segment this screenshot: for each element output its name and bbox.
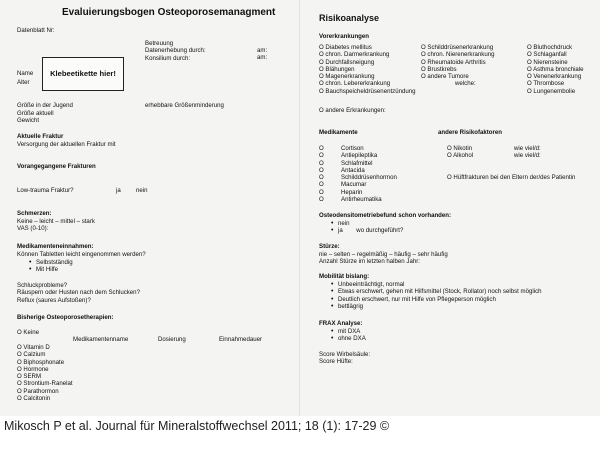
osteodens-options [326,220,403,235]
osteodens-ja: • ja wo durchgeführt? [338,227,403,234]
vorerkrankungen-col-2 [421,44,495,88]
alkohol-label: O Alkohol [447,152,474,159]
med-marker: O [319,159,324,167]
schmerzen-scale: Keine – leicht – mittel – stark [17,218,95,225]
therapie-item: O Hormone [17,365,49,373]
therapie-keine: O Keine [17,329,40,336]
mobilitaet-option: • Deutlich erschwert, nur mit Hilfe von Pflegeperson möglich [338,296,542,303]
med-marker: O [319,166,324,174]
therapie-item: O Parathormon [17,387,59,395]
lowtrauma-nein: nein [136,187,148,194]
lowtrauma-label: Low-trauma Fraktur? [17,187,74,194]
therapie-item: O Calzium [17,351,46,359]
score-huefte: Score Hüfte: [319,358,353,366]
vorerkrankung-item: O chron. Darmerkrankung [319,51,390,59]
medikament-item: Heparin [341,188,363,196]
med-marker: O [319,145,324,152]
form-title: Evaluierungsbogen Osteoporosemanagment [62,7,276,18]
osteodens-nein: • nein [338,220,403,227]
vorerkrankung-item: O Blähungen [319,65,355,73]
option-selbststaendig: • Selbstständig [36,259,73,266]
medikament-item: Antacida [341,166,365,174]
score-block [319,351,370,366]
right-page [300,0,600,416]
groesse-minderung-label: erhebbare Größenminderung [145,102,224,109]
frax-options [326,328,366,343]
vorerkrankung-item: O Schilddrüsenerkrankung [421,44,494,51]
risikoanalyse-title: Risikoanalyse [319,13,380,23]
schluck-frage-1: Schluckprobleme? [17,282,68,289]
med-marker: O [319,181,324,189]
risikofaktoren-heading: andere Risikofaktoren [438,129,503,136]
vorerkrankung-item: O Lungenembolie [527,87,576,95]
med-marker: O [319,188,324,196]
nikotin-wieviel: wie viel/d: [514,145,541,152]
therapie-list [17,344,73,402]
betreuung-label: Betreuung [145,40,174,47]
frax-ohne-dxa: • ohne DXA [338,335,366,342]
col-einnahmedauer: Einnahmedauer [219,336,263,343]
aktuelle-fraktur-heading: Aktuelle Fraktur [17,133,64,140]
stuerze-scale: nie – selten – regelmäßig – häufig – sehr häufig [319,251,448,258]
vorerkrankung-item: O Bluthochdruck [527,44,573,51]
schluck-frage-2: Räuspern oder Husten nach dem Schlucken? [17,289,140,297]
vorerkrankungen-col-1 [319,44,416,95]
vorerkrankung-item: O Brustkrebs [421,65,457,73]
medikament-item: Schilddrüsenhormon [341,174,397,182]
mobilitaet-option: • bettlägrig [338,303,542,310]
med-marker: O [319,196,324,204]
mobilitaet-heading: Mobilität bislang: [319,273,370,280]
vorerkrankung-item: O Diabetes mellitus [319,44,372,51]
andere-erkrankungen-label: O andere Erkrankungen: [319,107,386,114]
vorerkrankung-item: O Asthma bronchiale [527,65,584,73]
vorerkrankung-item: O chron. Lebererkrankung [319,80,391,88]
hueftfraktur-eltern-label: O Hüftfrakturen bei den Eltern der/des Patientin [447,174,576,181]
med-marker: O [319,152,324,160]
left-page [0,0,300,416]
medikament-item: Macumar [341,181,367,189]
vorerkrankungen-heading: Vorerkrankungen [319,33,370,40]
schluck-frage-3: Reflux (saures Aufstoßen)? [17,296,91,304]
datenblatt-label: Datenblatt Nr: [17,27,55,34]
score-wirbelsaeule: Score Wirbelsäule: [319,351,371,358]
sticker-box [42,57,124,91]
citation-caption: Mikosch P et al. Journal für Mineralstoffwechsel 2011; 18 (1): 17-29 © [4,419,390,433]
alkohol-wieviel: wie viel/d: [514,152,541,159]
stuerze-block [319,251,448,266]
lowtrauma-ja: ja [116,187,121,194]
col-medikamentenname: Medikamentenname [73,336,129,343]
tabletten-options [24,259,73,274]
schluck-block [17,282,140,304]
sticker-label: Klebeetikette hier! [50,69,116,79]
name-label: Name [17,70,34,77]
therapie-item: O Calcitonin [17,395,51,403]
medikamente-heading-right: Medikamente [319,129,358,136]
stuerze-anzahl: Anzahl Stürze im letzten halben Jahr: [319,258,420,266]
schmerzen-block [17,218,95,233]
vorerkrankung-item: O Schlaganfall [527,51,567,59]
frax-heading: FRAX Analyse: [319,320,363,327]
therapie-item: O Biphosphonate [17,358,65,366]
vorerkrankung-item: O Thrombose [527,80,565,88]
vorerkrankung-item: O andere Tumore [421,73,469,81]
vorerkrankung-item: O Bauchspeicheldrüsenentzündung [319,87,416,95]
vorerkrankung-item: O Nierensteine [527,58,568,66]
datenerhebung-label: Datenerhebung durch: [145,47,206,55]
frax-mit-dxa: • mit DXA [338,328,366,335]
vorerkrankung-item: O chron. Nierenerkrankung [421,51,495,59]
medikamente-heading: Medikamenteneinnahmen: [17,243,94,250]
therapie-item: O SERM [17,373,42,381]
nikotin-label: O Nikotin [447,145,473,152]
mobilitaet-options [326,281,542,310]
option-mit-hilfe: • Mit Hilfe [36,266,73,273]
am-label-2: am: [257,54,268,61]
gewicht-label: Gewicht [17,117,40,125]
koerperdaten-block [17,110,54,125]
medikament-item: Antiepileptika [341,152,378,160]
am-label-1: am: [257,47,268,54]
vorerkrankungen-col-3 [527,44,584,95]
groesse-jugend-label: Größe in der Jugend [17,102,73,109]
vorerkrankung-item: O Venenerkrankung [527,73,582,81]
groesse-aktuell-label: Größe aktuell [17,110,54,117]
vorerkrankung-item: O Durchfallsneigung [319,58,375,66]
osteodens-heading: Osteodensitometriebefund schon vorhanden: [319,212,452,219]
alter-label: Alter [17,79,30,86]
tabletten-frage: Können Tabletten leicht eingenommen werden? [17,251,146,258]
medikament-item: Schlafmittel [341,159,373,167]
betreuung-block [145,40,206,62]
fraktur-versorgung-label: Versorgung der aktuellen Fraktur mit [17,141,116,148]
col-dosierung: Dosierung [158,336,186,343]
therapie-heading: Bisherige Osteoporosetherapien: [17,314,114,321]
medikamente-list [341,145,397,203]
medikament-item: Antirheumatika [341,196,382,204]
vorangegangene-frakturen-heading: Vorangegangene Frakturen [17,163,96,170]
medikamente-markers [319,145,324,203]
therapie-item: O Strontium-Ranelat [17,380,73,388]
konsilium-label: Konsilium durch: [145,54,191,62]
vorerkrankung-item: O Magenerkrankung [319,73,375,81]
mobilitaet-option: • Unbeeinträchtigt, normal [338,281,542,288]
schmerzen-heading: Schmerzen: [17,210,52,217]
mobilitaet-option: • Etwas erschwert, gehen mit Hilfsmittel (Stock, Rollator) noch selbst möglich [338,288,542,295]
stuerze-heading: Stürze: [319,243,340,250]
welche-label: welche: [455,80,476,88]
vas-label: VAS (0-10): [17,225,49,233]
vorerkrankung-item: O Rheumatoide Arthritis [421,58,486,66]
med-marker: O [319,174,324,182]
therapie-item: O Vitamin D [17,344,50,351]
medikament-item: Cortison [341,145,364,152]
